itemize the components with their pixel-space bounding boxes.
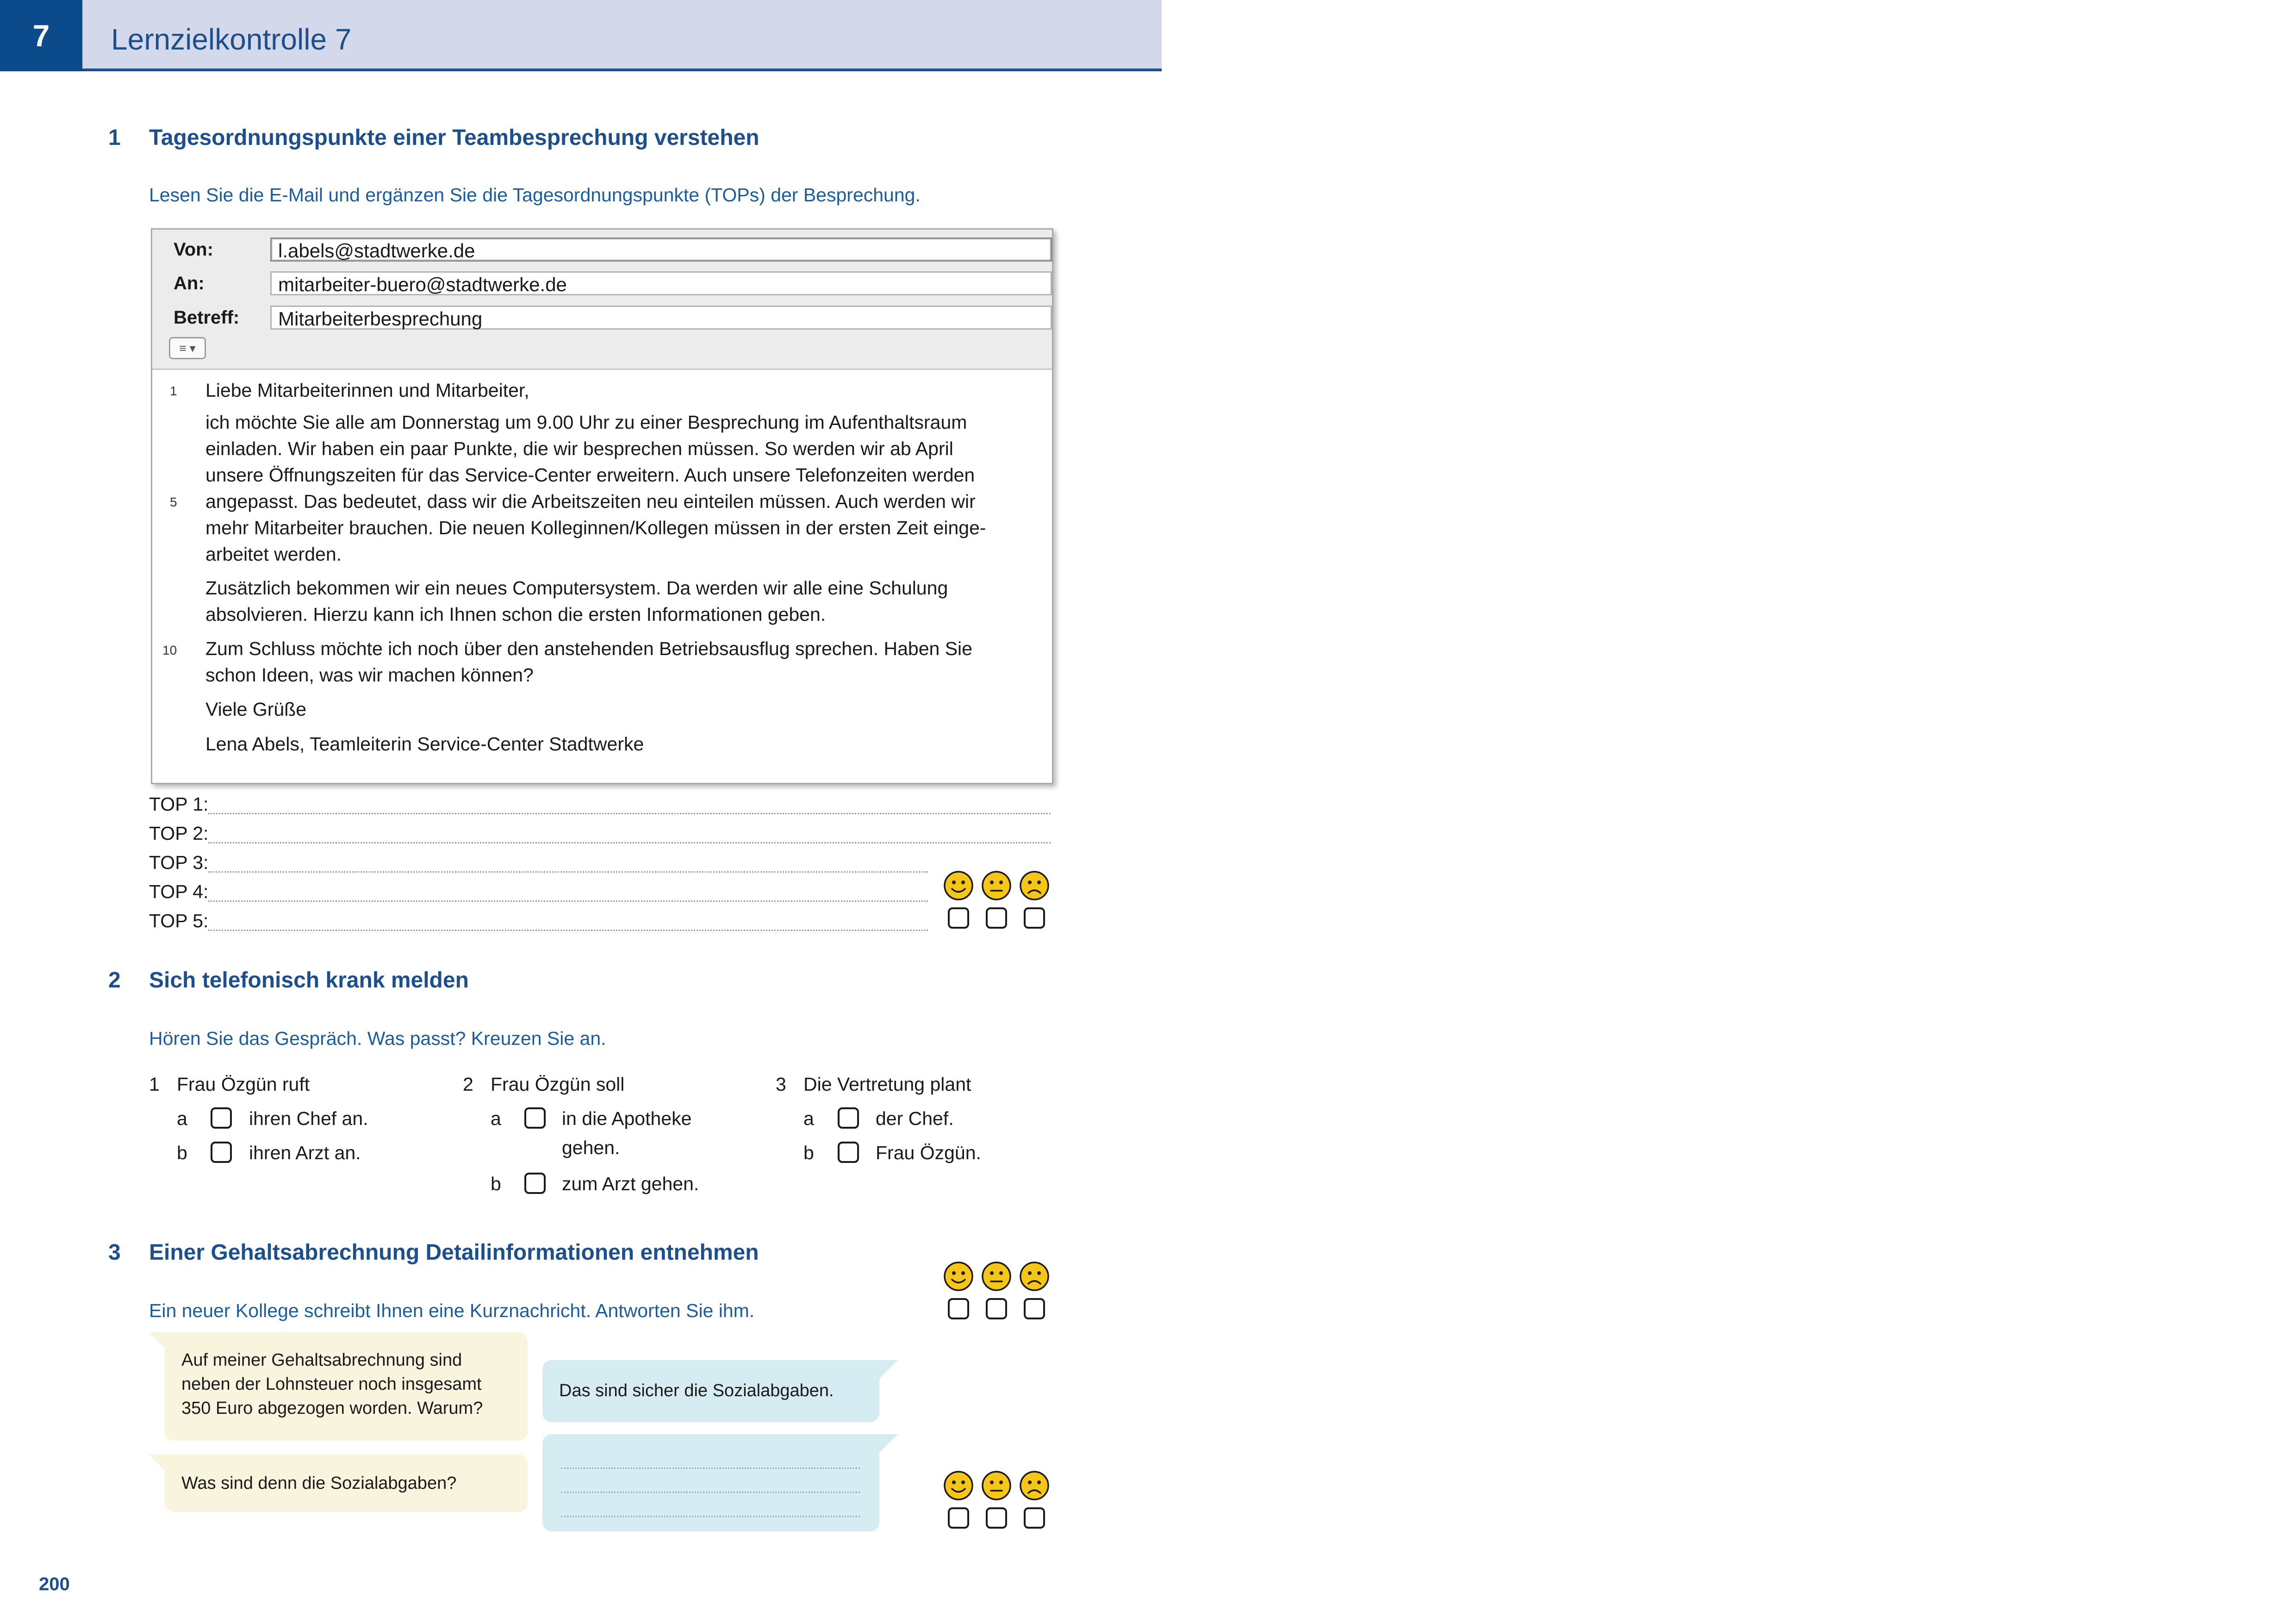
option-letter: a	[177, 1108, 187, 1129]
option-letter: a	[491, 1108, 501, 1129]
question-stem: Frau Özgün ruft	[177, 1074, 310, 1095]
top-label: TOP 4:	[149, 881, 209, 902]
page-title: Lernzielkontrolle 7	[111, 23, 352, 56]
email-line: arbeitet werden.	[205, 543, 342, 565]
self-check-box[interactable]	[948, 1507, 969, 1529]
question-number: 3	[776, 1074, 786, 1095]
email-line: unsere Öffnungszeiten für das Service-Center erweitern. Auch unsere Telefonzeiten werden	[205, 464, 975, 486]
self-check-box[interactable]	[1024, 1507, 1045, 1529]
question-number: 1	[149, 1074, 160, 1095]
self-check-box[interactable]	[948, 907, 969, 929]
email-line: Zum Schluss möchte ich noch über den anstehenden Betriebsausflug sprechen. Haben Sie	[205, 638, 972, 659]
outgoing-message	[542, 1360, 879, 1422]
reply-answer-line[interactable]	[561, 1468, 860, 1469]
top-answer-line[interactable]	[208, 842, 1051, 843]
email-window	[151, 228, 1053, 784]
from-label: Von:	[174, 239, 213, 260]
self-check-box[interactable]	[1024, 907, 1045, 929]
line-number: 1	[170, 384, 177, 398]
option-checkbox[interactable]	[211, 1107, 232, 1129]
option-checkbox[interactable]	[838, 1107, 859, 1129]
happy-face-icon	[943, 1470, 974, 1501]
self-check-box[interactable]	[986, 1507, 1007, 1529]
header-rule	[0, 69, 1162, 71]
section3-title: Einer Gehaltsabrechnung Detailinformationen entnehmen	[149, 1240, 759, 1265]
section2-number: 2	[108, 968, 121, 993]
reply-answer-line[interactable]	[561, 1516, 860, 1517]
question-stem: Frau Özgün soll	[491, 1074, 625, 1095]
top-answer-line[interactable]	[208, 871, 928, 873]
self-check-box[interactable]	[986, 907, 1007, 929]
option-text: gehen.	[562, 1137, 620, 1158]
email-header	[152, 230, 1052, 370]
option-text: in die Apotheke	[562, 1108, 692, 1129]
option-letter: b	[491, 1173, 501, 1194]
section1-number: 1	[108, 125, 121, 150]
top-label: TOP 2:	[149, 823, 209, 844]
email-line: Viele Grüße	[205, 699, 307, 720]
section2-instruction: Hören Sie das Gespräch. Was passt? Kreuzen Sie an.	[149, 1028, 606, 1049]
top-answer-line[interactable]	[208, 813, 1051, 814]
message-line: 350 Euro abgezogen worden. Warum?	[181, 1399, 483, 1418]
neutral-face-icon	[981, 870, 1012, 901]
section3-number: 3	[108, 1240, 121, 1265]
top-answer-line[interactable]	[208, 900, 928, 902]
email-line: Liebe Mitarbeiterinnen und Mitarbeiter,	[205, 380, 529, 401]
question-number: 2	[463, 1074, 473, 1095]
happy-face-icon	[943, 870, 974, 901]
email-line: Zusätzlich bekommen wir ein neues Computersystem. Da werden wir alle eine Schulung	[205, 577, 948, 599]
sad-face-icon	[1019, 870, 1050, 901]
incoming-message	[165, 1455, 528, 1512]
line-number: 5	[170, 495, 177, 509]
sad-face-icon	[1019, 1470, 1050, 1501]
top-label: TOP 5:	[149, 910, 209, 931]
email-line: mehr Mitarbeiter brauchen. Die neuen Kolleginnen/Kollegen müssen in der ersten Zeit einge-	[205, 517, 986, 538]
neutral-face-icon	[981, 1470, 1012, 1501]
reply-input-bubble[interactable]	[542, 1434, 879, 1531]
section1-instruction: Lesen Sie die E-Mail und ergänzen Sie die Tagesordnungspunkte (TOPs) der Besprechung.	[149, 184, 921, 206]
self-check-box[interactable]	[986, 1298, 1007, 1319]
option-text: Frau Özgün.	[876, 1142, 981, 1163]
format-menu-button[interactable]: ≡ ▾	[169, 337, 206, 359]
email-line: Lena Abels, Teamleiterin Service-Center Stadtwerke	[205, 733, 644, 755]
reply-text: Das sind sicher die Sozialabgaben.	[559, 1381, 834, 1400]
option-checkbox[interactable]	[838, 1142, 859, 1163]
happy-face-icon	[943, 1261, 974, 1292]
email-line: angepasst. Das bedeutet, dass wir die Arbeitszeiten neu einteilen müssen. Auch werden wir	[205, 491, 976, 512]
subject-field[interactable]: Mitarbeiterbesprechung	[270, 306, 1052, 330]
option-checkbox[interactable]	[524, 1173, 546, 1194]
subject-label: Betreff:	[174, 307, 240, 328]
option-text: ihren Chef an.	[249, 1108, 368, 1129]
message-text: Was sind denn die Sozialabgaben?	[181, 1474, 457, 1493]
option-checkbox[interactable]	[524, 1107, 546, 1129]
option-text: zum Arzt gehen.	[562, 1173, 699, 1194]
page-number: 200	[39, 1574, 70, 1594]
message-line: neben der Lohnsteuer noch insgesamt	[181, 1374, 482, 1394]
email-line: schon Ideen, was wir machen können?	[205, 664, 534, 686]
option-letter: a	[803, 1108, 814, 1129]
email-line: absolvieren. Hierzu kann ich Ihnen schon die ersten Informationen geben.	[205, 604, 826, 625]
chapter-number: 7	[0, 0, 82, 71]
to-field[interactable]: mitarbeiter-buero@stadtwerke.de	[270, 271, 1052, 295]
option-letter: b	[803, 1142, 814, 1163]
top-label: TOP 3:	[149, 852, 209, 873]
incoming-message	[165, 1332, 528, 1441]
top-answer-line[interactable]	[208, 930, 928, 931]
email-line: ich möchte Sie alle am Donnerstag um 9.00 Uhr zu einer Besprechung im Aufenthaltsraum	[205, 412, 967, 433]
section1-title: Tagesordnungspunkte einer Teambesprechung verstehen	[149, 125, 759, 150]
top-label: TOP 1:	[149, 793, 209, 815]
from-field[interactable]: l.abels@stadtwerke.de	[270, 237, 1052, 262]
option-text: der Chef.	[876, 1108, 954, 1129]
email-line: einladen. Wir haben ein paar Punkte, die wir besprechen müssen. So werden wir ab April	[205, 438, 953, 459]
self-check-box[interactable]	[948, 1298, 969, 1319]
option-letter: b	[177, 1142, 187, 1163]
reply-answer-line[interactable]	[561, 1492, 860, 1493]
self-check-box[interactable]	[1024, 1298, 1045, 1319]
section3-instruction: Ein neuer Kollege schreibt Ihnen eine Kurznachricht. Antworten Sie ihm.	[149, 1300, 755, 1321]
line-number: 10	[162, 643, 177, 657]
sad-face-icon	[1019, 1261, 1050, 1292]
option-checkbox[interactable]	[211, 1142, 232, 1163]
neutral-face-icon	[981, 1261, 1012, 1292]
option-text: ihren Arzt an.	[249, 1142, 361, 1163]
question-stem: Die Vertretung plant	[803, 1074, 971, 1095]
message-line: Auf meiner Gehaltsabrechnung sind	[181, 1350, 462, 1370]
section2-title: Sich telefonisch krank melden	[149, 968, 469, 993]
to-label: An:	[174, 273, 205, 294]
